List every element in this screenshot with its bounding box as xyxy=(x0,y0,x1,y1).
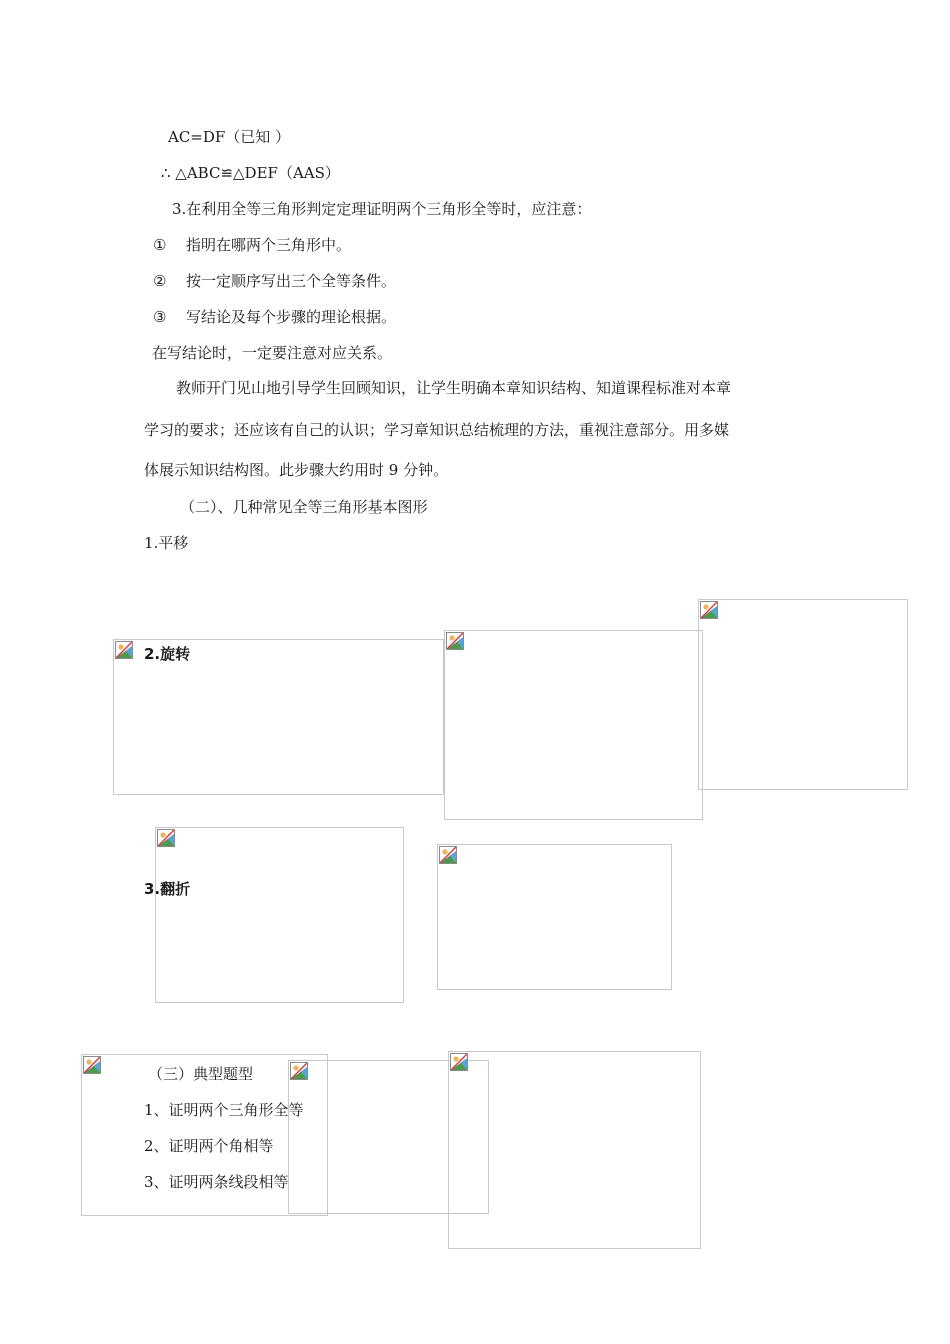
broken-image-icon xyxy=(450,1053,468,1071)
broken-image-icon xyxy=(290,1062,308,1080)
subsection-label: 2.旋转 xyxy=(144,645,191,663)
image-frame-4 xyxy=(155,827,404,1003)
broken-image-icon xyxy=(439,846,457,864)
image-frame-5 xyxy=(437,844,672,990)
section-heading: （二）、几种常见全等三角形基本图形 xyxy=(180,498,428,516)
subsection-label: 1.平移 xyxy=(144,534,189,552)
text-line: 在写结论时，一定要注意对应关系。 xyxy=(152,344,393,362)
text-line: ∴ △ABC≌△DEF（AAS） xyxy=(161,164,340,182)
paragraph-line: 学习的要求；还应该有自己的认识；学习章知识总结梳理的方法，重视注意部分。用多媒 xyxy=(144,421,730,439)
list-item: 3、证明两条线段相等 xyxy=(144,1173,289,1191)
paragraph-line: 体展示知识结构图。此步骤大约用时 9 分钟。 xyxy=(144,461,449,479)
broken-image-icon xyxy=(115,641,133,659)
paragraph-line: 教师开门见山地引导学生回顾知识，让学生明确本章知识结构、知道课程标准对本章 xyxy=(176,379,732,397)
list-marker: ② xyxy=(153,272,167,290)
list-marker: ③ xyxy=(153,308,167,326)
image-frame-3 xyxy=(698,599,908,790)
list-item: 1、证明两个三角形全等 xyxy=(144,1101,304,1119)
text-line: AC=DF（已知 ） xyxy=(168,128,291,146)
list-item: 写结论及每个步骤的理论根据。 xyxy=(186,308,397,326)
broken-image-icon xyxy=(700,601,718,619)
list-item: 按一定顺序写出三个全等条件。 xyxy=(186,272,397,290)
list-marker: ① xyxy=(153,236,167,254)
broken-image-icon xyxy=(446,632,464,650)
text-line: 3.在利用全等三角形判定定理证明两个三角形全等时，应注意： xyxy=(172,200,592,218)
image-frame-2 xyxy=(444,630,703,820)
broken-image-icon xyxy=(157,829,175,847)
list-item: 指明在哪两个三角形中。 xyxy=(186,236,352,254)
list-item: 2、证明两个角相等 xyxy=(144,1137,274,1155)
section-heading: （三）典型题型 xyxy=(148,1065,254,1083)
image-frame-8 xyxy=(448,1051,701,1249)
subsection-label: 3.翻折 xyxy=(144,880,191,898)
broken-image-icon xyxy=(83,1056,101,1074)
